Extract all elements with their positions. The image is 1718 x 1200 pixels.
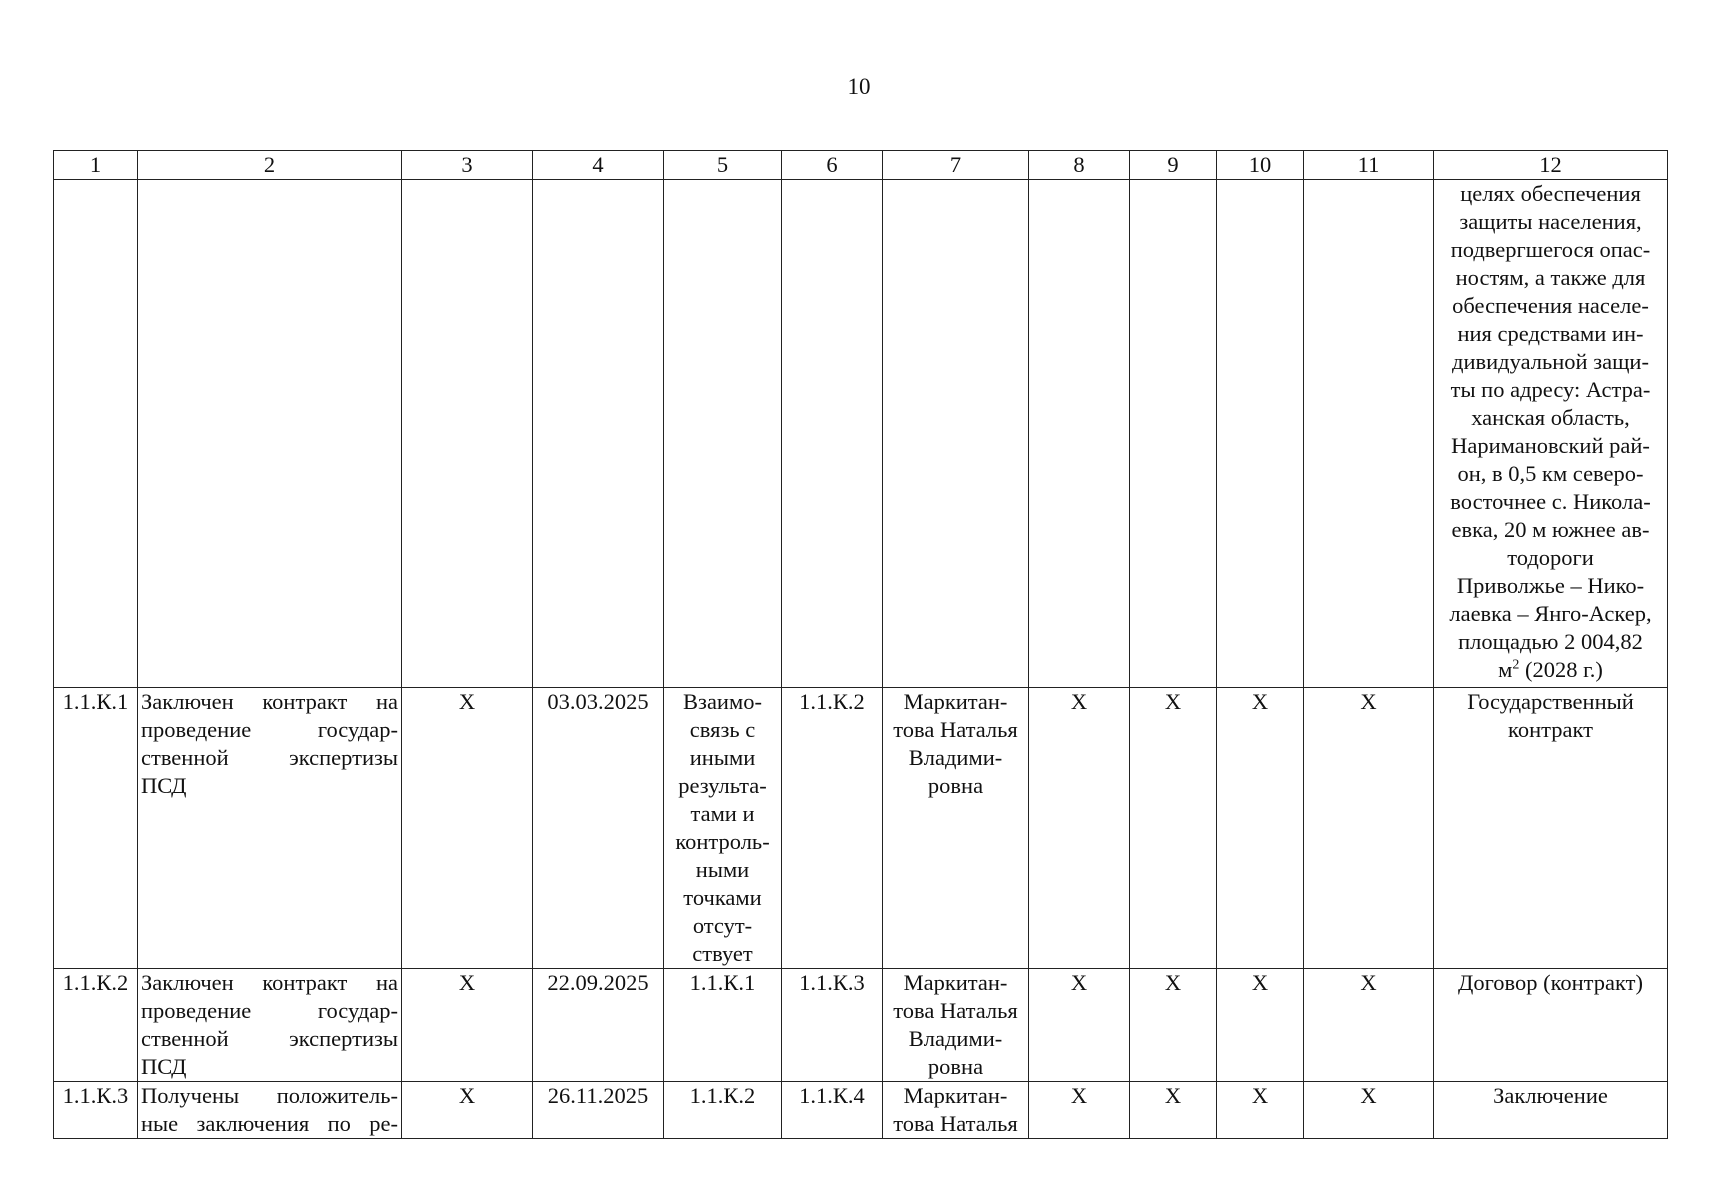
predecessor-cell: 1.1.К.1	[664, 969, 782, 1082]
row-id-cell: 1.1.К.3	[54, 1082, 138, 1139]
header-cell: 7	[883, 151, 1029, 180]
document-type-cell: Договор (контракт)	[1434, 969, 1668, 1082]
table-cell: X	[1304, 1082, 1434, 1139]
table-cell: X	[1304, 688, 1434, 969]
row-description-cell	[138, 969, 402, 1082]
description-line: Получены положитель-	[141, 1083, 398, 1108]
document-type-cell: Государственный контракт	[1434, 688, 1668, 969]
table-cell	[1304, 180, 1434, 688]
table-cell: X	[1217, 688, 1304, 969]
table-cell	[138, 180, 402, 688]
header-cell: 3	[402, 151, 533, 180]
responsible-cell: Маркитан- това Наталья Владими- ровна	[883, 688, 1029, 969]
table-cell	[54, 180, 138, 688]
table-row	[54, 688, 1668, 969]
table-cell: X	[402, 1082, 533, 1139]
predecessor-cell: 1.1.К.2	[664, 1082, 782, 1139]
result-description-text: целях обеспечения защиты населения, подвергшегося опас- ностям, а также для обеспечения населе- ния средствами ин- дивидуальной защи- ты по адресу: Астра- ханская область, Наримановский рай- он, в 0,5 км северо- восточнее с. Никола- евка, 20 м южнее ав- тодороги Приволжье – Нико- лаевка – Янго-Аскер, площадью 2 004,82	[1449, 181, 1652, 654]
description-line: Заключен контракт на	[141, 689, 398, 714]
header-cell: 4	[533, 151, 664, 180]
table-cell: X	[1029, 688, 1130, 969]
table-cell	[883, 180, 1029, 688]
result-description-cell	[1434, 180, 1668, 688]
header-cell: 6	[782, 151, 883, 180]
table-cell	[664, 180, 782, 688]
table-cell: X	[1029, 1082, 1130, 1139]
responsible-cell: Маркитан- това Наталья Владими- ровна	[883, 969, 1029, 1082]
table-cell: X	[1029, 969, 1130, 1082]
table-cell: X	[1130, 688, 1217, 969]
header-cell: 1	[54, 151, 138, 180]
table-row	[54, 1082, 1668, 1139]
header-cell: 10	[1217, 151, 1304, 180]
control-points-table	[53, 150, 1668, 1139]
unit-text: м	[1498, 657, 1513, 682]
table-cell: X	[1130, 1082, 1217, 1139]
header-cell: 9	[1130, 151, 1217, 180]
row-id-cell: 1.1.К.1	[54, 688, 138, 969]
table-cell: X	[402, 688, 533, 969]
header-row	[54, 151, 1668, 180]
table-cell: X	[1217, 969, 1304, 1082]
description-line: ственной экспертизы	[141, 1026, 398, 1051]
successor-cell: 1.1.К.4	[782, 1082, 883, 1139]
page-number: 10	[847, 74, 871, 99]
table-row	[54, 969, 1668, 1082]
table-cell	[402, 180, 533, 688]
successor-cell: 1.1.К.2	[782, 688, 883, 969]
header-cell: 5	[664, 151, 782, 180]
date-cell: 26.11.2025	[533, 1082, 664, 1139]
description-line: проведение государ-	[141, 998, 398, 1023]
description-line: ПСД	[141, 1054, 187, 1079]
header-cell: 11	[1304, 151, 1434, 180]
row-description-cell	[138, 688, 402, 969]
date-cell: 22.09.2025	[533, 969, 664, 1082]
table-cell	[1217, 180, 1304, 688]
row-description-cell	[138, 1082, 402, 1139]
table-cell: X	[1217, 1082, 1304, 1139]
description-line: ные заключения по ре-	[141, 1111, 398, 1136]
date-cell: 03.03.2025	[533, 688, 664, 969]
table-cell: X	[402, 969, 533, 1082]
table-cell	[782, 180, 883, 688]
header-cell: 2	[138, 151, 402, 180]
header-cell: 12	[1434, 151, 1668, 180]
row-id-cell: 1.1.К.2	[54, 969, 138, 1082]
successor-cell: 1.1.К.3	[782, 969, 883, 1082]
table-cell: X	[1304, 969, 1434, 1082]
predecessor-cell: Взаимо- связь с иными результа- тами и контроль- ными точками отсут- ствует	[664, 688, 782, 969]
description-line: проведение государ-	[141, 717, 398, 742]
description-line: Заключен контракт на	[141, 970, 398, 995]
year-text: (2028 г.)	[1519, 657, 1603, 682]
responsible-cell: Маркитан- това Наталья	[883, 1082, 1029, 1139]
table-cell: X	[1130, 969, 1217, 1082]
unit-superscript: 2	[1512, 657, 1520, 673]
table-cell	[1029, 180, 1130, 688]
description-line: ственной экспертизы	[141, 745, 398, 770]
description-line: ПСД	[141, 773, 187, 798]
table-cell	[533, 180, 664, 688]
table-cell	[1130, 180, 1217, 688]
document-type-cell: Заключение	[1434, 1082, 1668, 1139]
table-row-continuation	[54, 180, 1668, 688]
header-cell: 8	[1029, 151, 1130, 180]
